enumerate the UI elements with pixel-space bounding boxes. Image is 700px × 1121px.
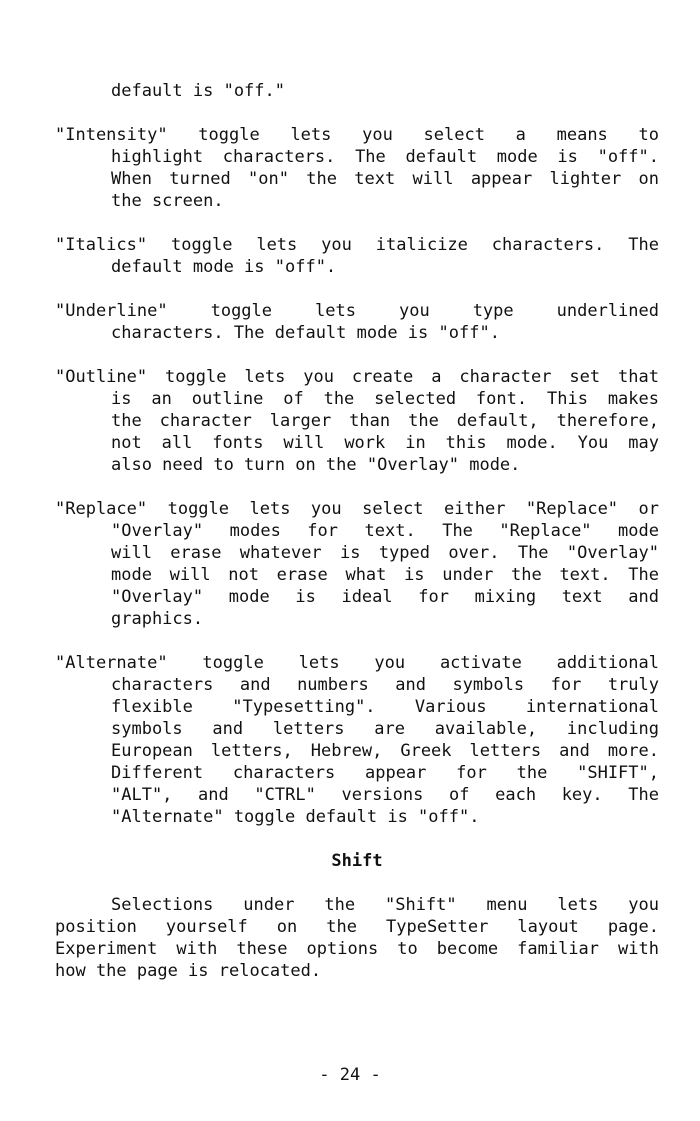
entry-line: Different characters appear for the "SHIFT", (111, 763, 659, 783)
entry-line: characters and numbers and symbols for truly (111, 675, 659, 695)
entry-line: When turned "on" the text will appear lighter on (111, 169, 659, 189)
entry-italics (55, 234, 659, 278)
entry-alternate (55, 652, 659, 828)
paragraph-line: position yourself on the TypeSetter layout page. (55, 917, 659, 937)
paragraph-line: how the page is relocated. (55, 961, 322, 981)
paragraph-line: Selections under the "Shift" menu lets you (111, 895, 659, 915)
entry-line: "Overlay" mode is ideal for mixing text and (111, 587, 659, 607)
entry-line: "Alternate" toggle default is "off". (111, 807, 480, 827)
section-heading: Shift (331, 851, 383, 871)
entry-line: "Outline" toggle lets you create a character set that (55, 367, 659, 387)
body-paragraph (55, 894, 659, 982)
entry-line: also need to turn on the "Overlay" mode. (111, 455, 521, 475)
entry-line: "Underline" toggle lets you type underlined (55, 301, 659, 321)
entry-line: "Alternate" toggle lets you activate additional (55, 653, 659, 673)
entry-line: "ALT", and "CTRL" versions of each key. The (111, 785, 659, 805)
entry-line: "Replace" toggle lets you select either "Replace" or (55, 499, 659, 519)
entry-line: will erase whatever is typed over. The "Overlay" (111, 543, 659, 563)
paragraph-line: Experiment with these options to become familiar with (55, 939, 659, 959)
entry-line: European letters, Hebrew, Greek letters and more. (111, 741, 659, 761)
entry-line: "Overlay" modes for text. The "Replace" mode (111, 521, 659, 541)
entry-line: flexible "Typesetting". Various international (111, 697, 659, 717)
entry-line: characters. The default mode is "off". (111, 323, 500, 343)
entry-line: "Italics" toggle lets you italicize characters. The (55, 235, 659, 255)
page-number: - 24 - (319, 1065, 381, 1085)
entry-line: graphics. (111, 609, 204, 629)
continuation-text: default is "off." (111, 81, 285, 101)
entry-outline (55, 366, 659, 476)
entry-line: the character larger than the default, therefore, (111, 411, 659, 431)
entry-line: "Intensity" toggle lets you select a means to (55, 125, 659, 145)
entry-line: highlight characters. The default mode is "off". (111, 147, 659, 167)
entry-line: is an outline of the selected font. This makes (111, 389, 659, 409)
entry-replace (55, 498, 659, 630)
entry-intensity (55, 124, 659, 212)
entry-underline (55, 300, 659, 344)
entry-line: symbols and letters are available, including (111, 719, 659, 739)
entry-line: default mode is "off". (111, 257, 337, 277)
document-page (55, 80, 659, 982)
entry-line: not all fonts will work in this mode. You may (111, 433, 659, 453)
entry-line: mode will not erase what is under the text. The (111, 565, 659, 585)
entry-line: the screen. (111, 191, 224, 211)
